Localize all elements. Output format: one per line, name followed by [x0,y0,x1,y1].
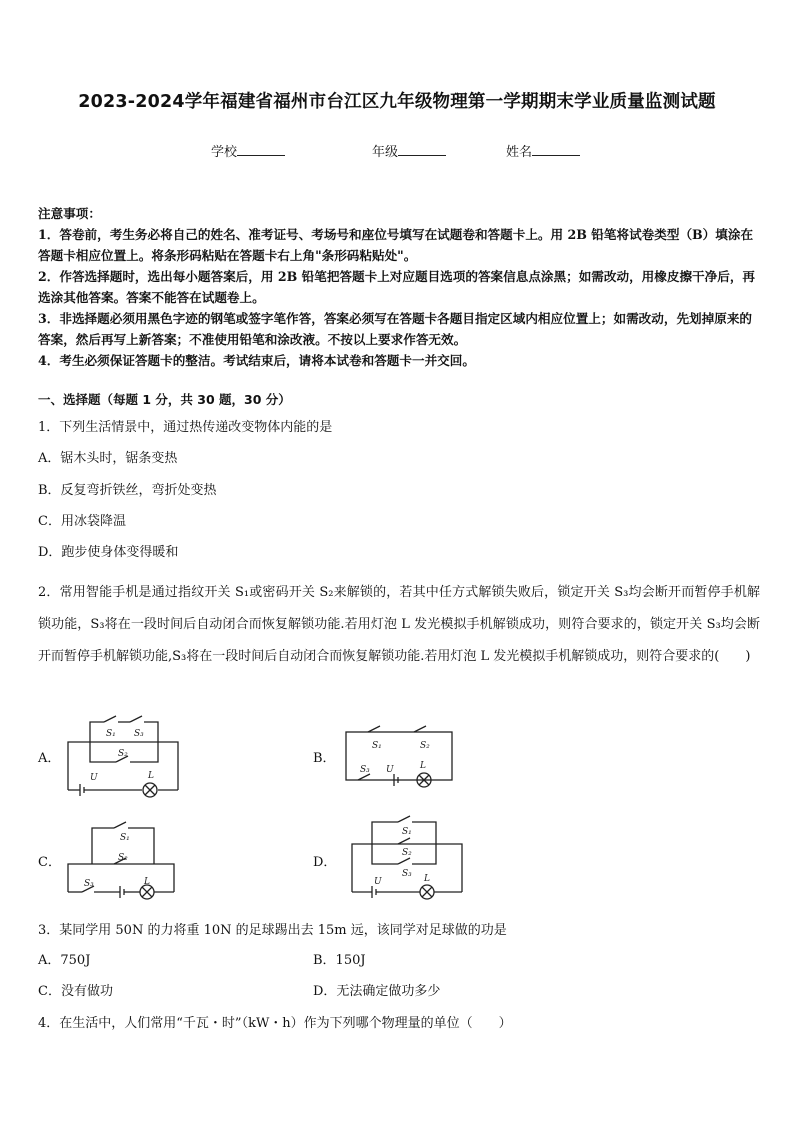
q3-option-d: D．无法确定做功多少 [313,984,441,999]
circuit-diagram-b [340,726,460,788]
q1-option-d: D．跑步使身体变得暖和 [38,545,179,560]
label-s2: S₂ [420,741,430,751]
q3-option-a: A．750J [38,953,91,968]
name-label: 姓名 [506,145,533,160]
note-item: 1．答卷前，考生务必将自己的姓名、准考证号、考场号和座位号填写在试题卷和答题卡上。用 2B 铅笔将试卷类型（B）填涂在答题卡相应位置上。将条形码粘贴在答题卡右上角"条形码粘贴处"。 [38,227,754,263]
label-l: L [144,877,150,887]
label-s2: S₂ [118,853,128,863]
note-item: 3．非选择题必须用黑色字迹的钢笔或签字笔作答，答案必须写在答题卡各题目指定区域内相应位置上；如需改动，先划掉原来的答案，然后再写上新答案；不准使用铅笔和涂改液。不按以上要求作答无效。 [38,311,753,347]
school-blank [237,143,285,156]
q3-option-c: C．没有做功 [38,984,113,999]
notes-heading: 注意事项： [38,206,101,221]
label-s1: S₁ [106,729,116,739]
label-u: U [374,877,382,887]
school-field [211,141,285,160]
label-u: U [386,765,394,775]
q1-option-c: C．用冰袋降温 [38,514,126,529]
label-s3: S₃ [360,765,370,775]
label-s1: S₁ [372,741,382,751]
label-s1: S₁ [402,827,412,837]
q2-label-d: D． [313,855,337,870]
circuit-diagram-c [62,818,182,900]
label-u: U [90,773,98,783]
paper-title: 2023-2024学年福建省福州市台江区九年级物理第一学期期末学业质量监测试题 [78,92,716,112]
circuit-diagram-d [344,814,468,904]
label-s2: S₂ [402,848,412,858]
circuit-diagram-a [60,712,190,797]
label-l: L [148,771,154,781]
label-s2: S₂ [118,749,128,759]
label-s3: S₃ [84,879,94,889]
q1-option-a: A．锯木头时，锯条变热 [38,451,178,466]
label-l: L [420,761,426,771]
label-l: L [424,874,430,884]
q3-stem: 3．某同学用 50N 的力将重 10N 的足球踢出去 15m 远，该同学对足球做的功是 [38,923,507,938]
q2-label-a: A． [38,751,61,766]
name-field [506,141,580,160]
section-heading: 一、选择题（每题 1 分，共 30 题，30 分） [38,392,291,407]
label-s3: S₃ [402,869,412,879]
q4-stem: 4．在生活中，人们常用“千瓦・时”（kW・h）作为下列哪个物理量的单位（ ） [38,1016,512,1031]
grade-blank [398,143,446,156]
q1-option-b: B．反复弯折铁丝，弯折处变热 [38,483,217,498]
name-blank [532,143,580,156]
notes-block [38,203,760,371]
q2-stem: 2．常用智能手机是通过指纹开关 S₁或密码开关 S₂来解锁的，若其中任方式解锁失败后，锁定开关 S₃均会断开而暂停手机解锁功能，S₃将在一段时间后自动闭合而恢复解锁功能.若用灯泡 L 发光模拟手机解锁成功，则符合要求的，锁定开关 S₃均会断开而暂停手机解锁功能,S₃将在一段时间后自动闭合而恢复解锁功能.若用灯泡 L 发光模拟手机解锁成功，则符合要求的( ) [38,585,760,664]
q1-stem: 1．下列生活情景中，通过热传递改变物体内能的是 [38,420,333,435]
note-item: 4．考生必须保证答题卡的整洁。考试结束后，请将本试卷和答题卡一并交回。 [38,353,475,368]
q2-label-b: B． [313,751,336,766]
grade-field [372,141,446,160]
note-item: 2．作答选择题时，选出每小题答案后，用 2B 铅笔把答题卡上对应题目选项的答案信息点涂黑；如需改动，用橡皮擦干净后，再选涂其他答案。答案不能答在试题卷上。 [38,269,756,305]
school-label: 学校 [211,145,238,160]
label-s3: S₃ [134,729,144,739]
label-s1: S₁ [120,833,130,843]
q3-option-b: B．150J [313,953,366,968]
q2-label-c: C． [38,855,61,870]
grade-label: 年级 [372,145,399,160]
